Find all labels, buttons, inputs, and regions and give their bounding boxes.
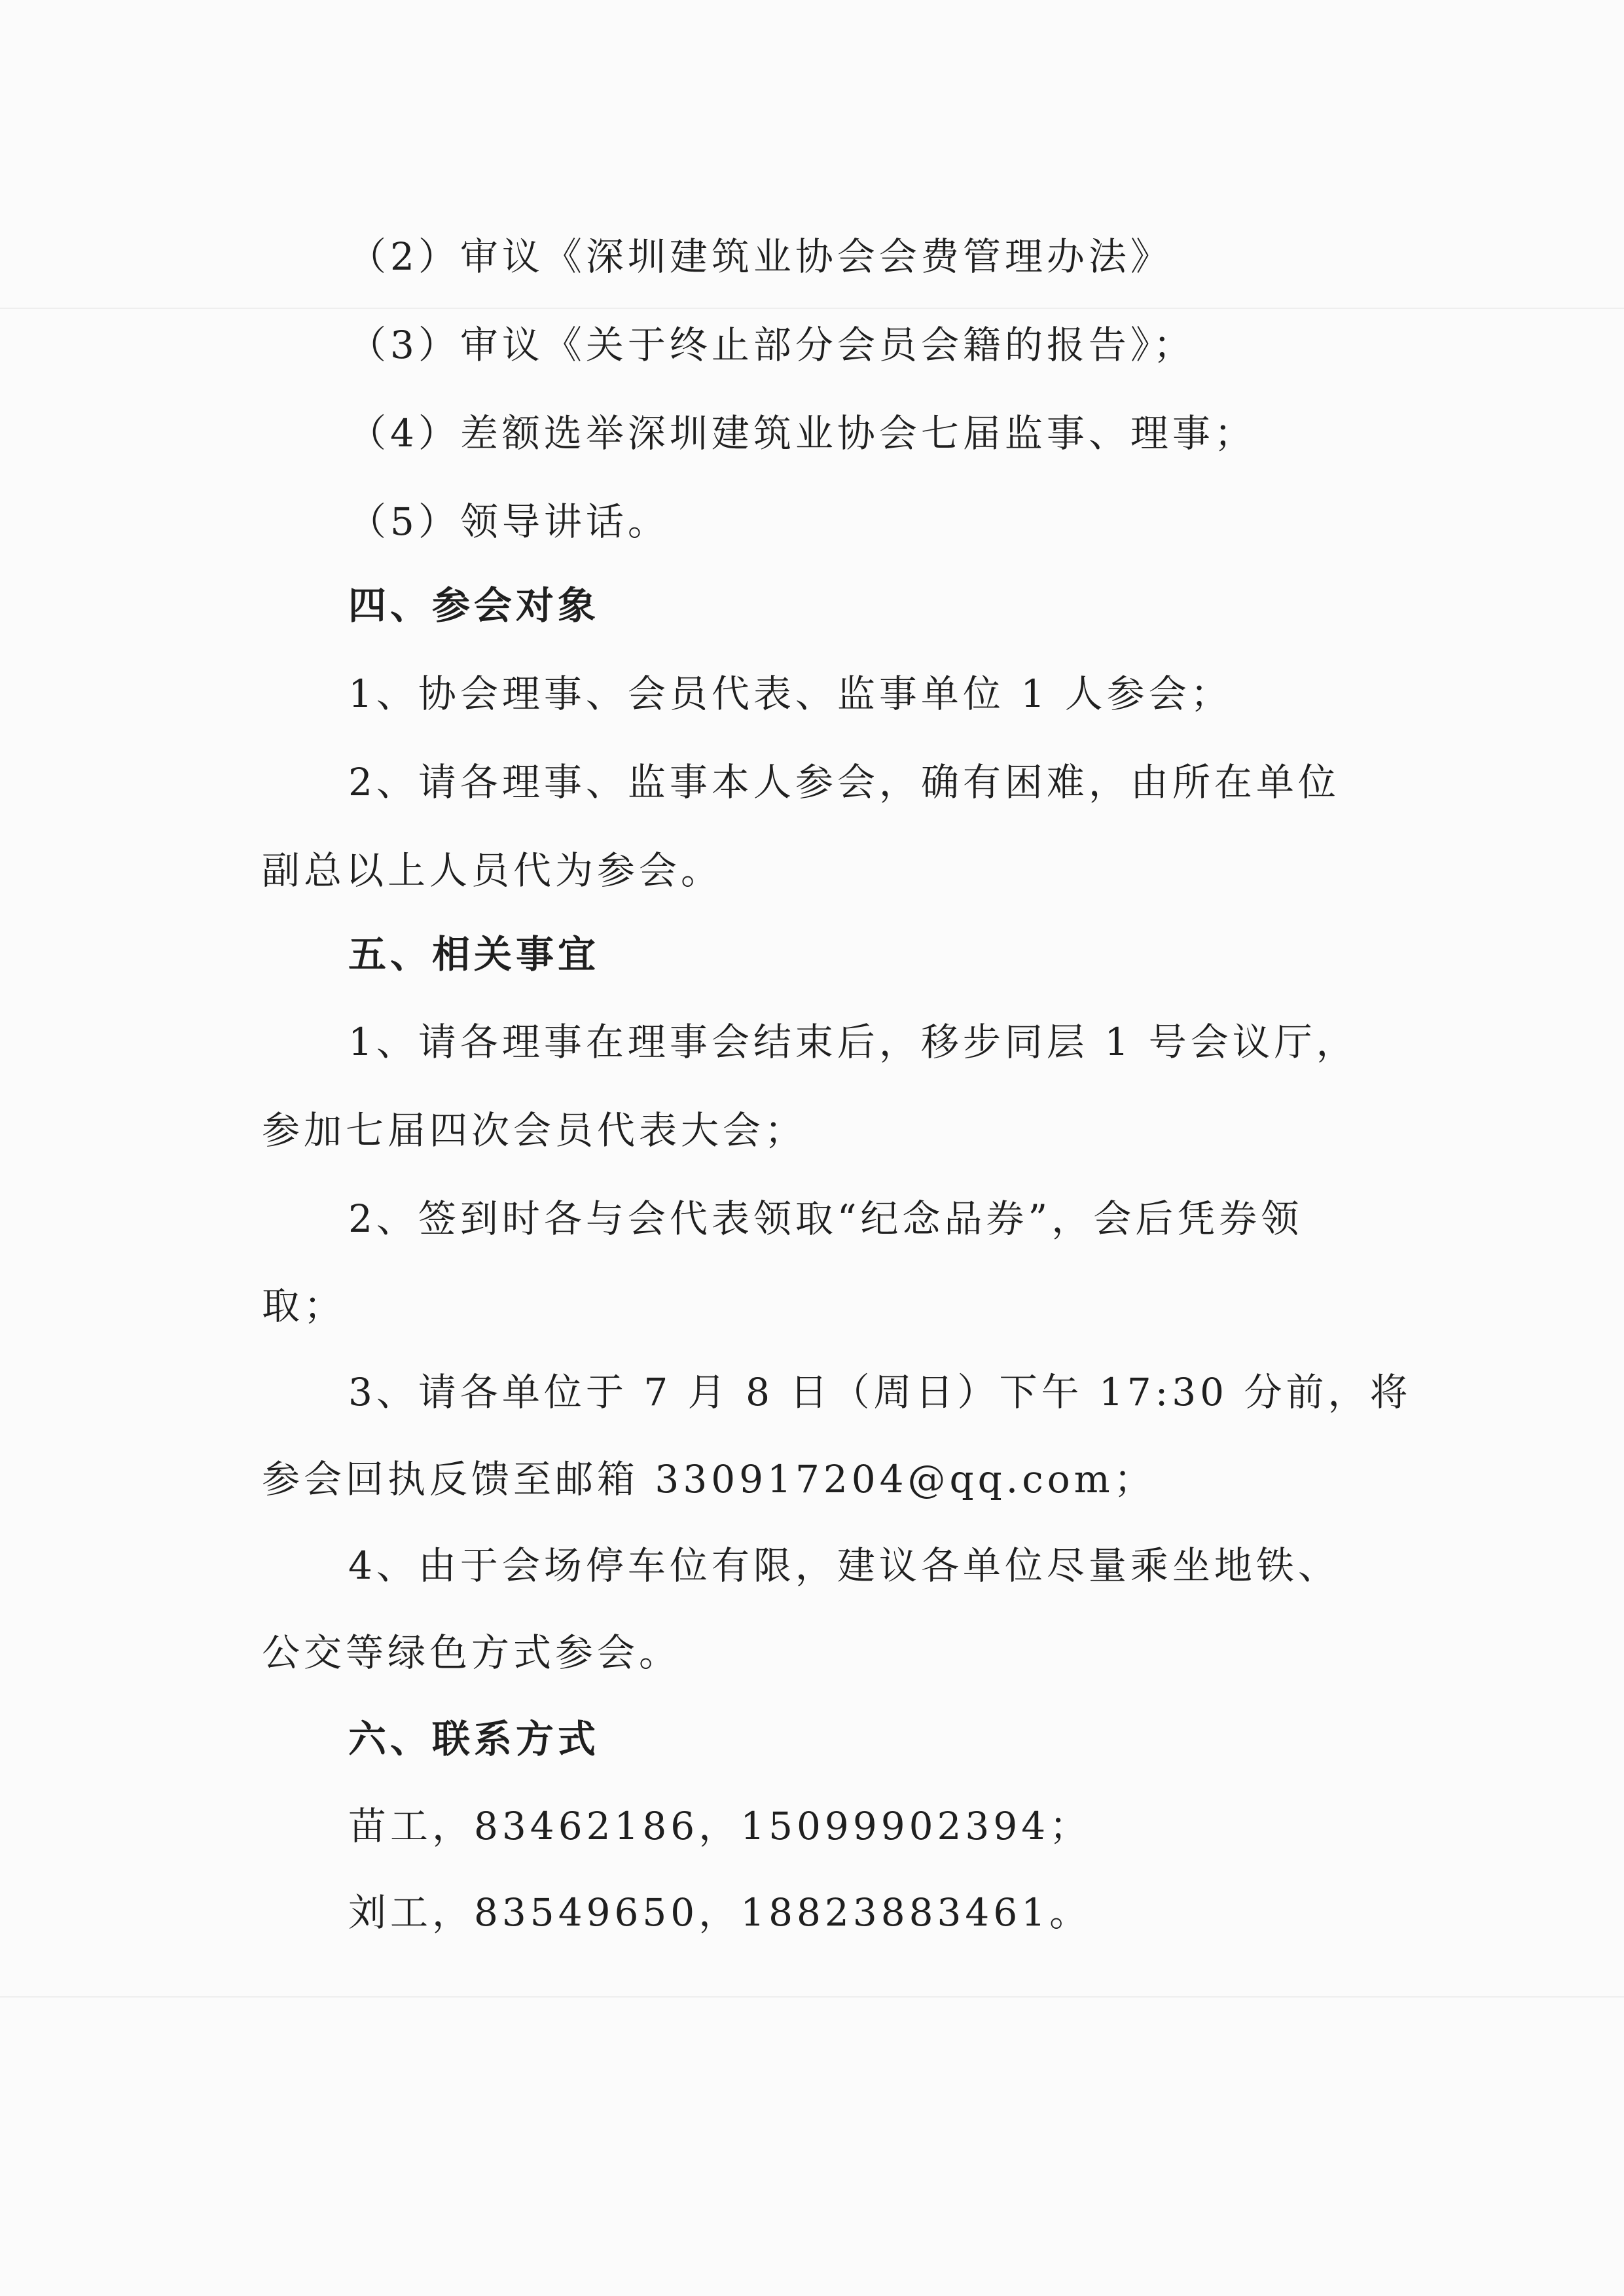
agenda-item-5: （5）领导讲话。 [348,499,670,544]
section-5-item-2-line-2: 取； [262,1283,346,1328]
section-6-heading: 六、联系方式 [348,1717,600,1761]
section-4-item-2-line-1: 2、请各理事、监事本人参会，确有困难，由所在单位 [348,760,1340,804]
section-5-item-3-line-2: 参会回执反馈至邮箱 330917204@qq.com； [262,1457,1156,1501]
contact-miao: 苗工，83462186，15099902394； [348,1804,1092,1848]
section-5-item-4-line-2: 公交等绿色方式参会。 [262,1630,681,1675]
contact-liu: 刘工，83549650，18823883461。 [348,1890,1092,1935]
agenda-item-4: （4）差额选举深圳建筑业协会七届监事、理事； [348,411,1256,456]
section-4-heading: 四、参会对象 [348,583,600,628]
agenda-item-3: （3）审议《关于终止部分会员会籍的报告》； [348,323,1195,367]
scan-artifact [0,1996,1624,1998]
agenda-item-2: （2）审议《深圳建筑业协会会费管理办法》 [348,234,1172,279]
section-5-item-2-line-1: 2、签到时各与会代表领取“纪念品券”，会后凭券领 [348,1196,1303,1241]
scan-artifact [0,308,1624,309]
section-5-item-1-line-1: 1、请各理事在理事会结束后，移步同层 1 号会议厅， [348,1020,1358,1064]
section-4-item-2-line-2: 副总以上人员代为参会。 [262,848,723,893]
section-5-heading: 五、相关事宜 [348,932,600,977]
section-5-item-1-line-2: 参加七届四次会员代表大会； [262,1108,807,1153]
section-4-item-1: 1、协会理事、会员代表、监事单位 1 人参会； [348,672,1233,716]
section-5-item-3-line-1: 3、请各单位于 7 月 8 日（周日）下午 17:30 分前，将 [348,1370,1412,1414]
section-5-item-4-line-1: 4、由于会场停车位有限，建议各单位尽量乘坐地铁、 [348,1543,1340,1588]
